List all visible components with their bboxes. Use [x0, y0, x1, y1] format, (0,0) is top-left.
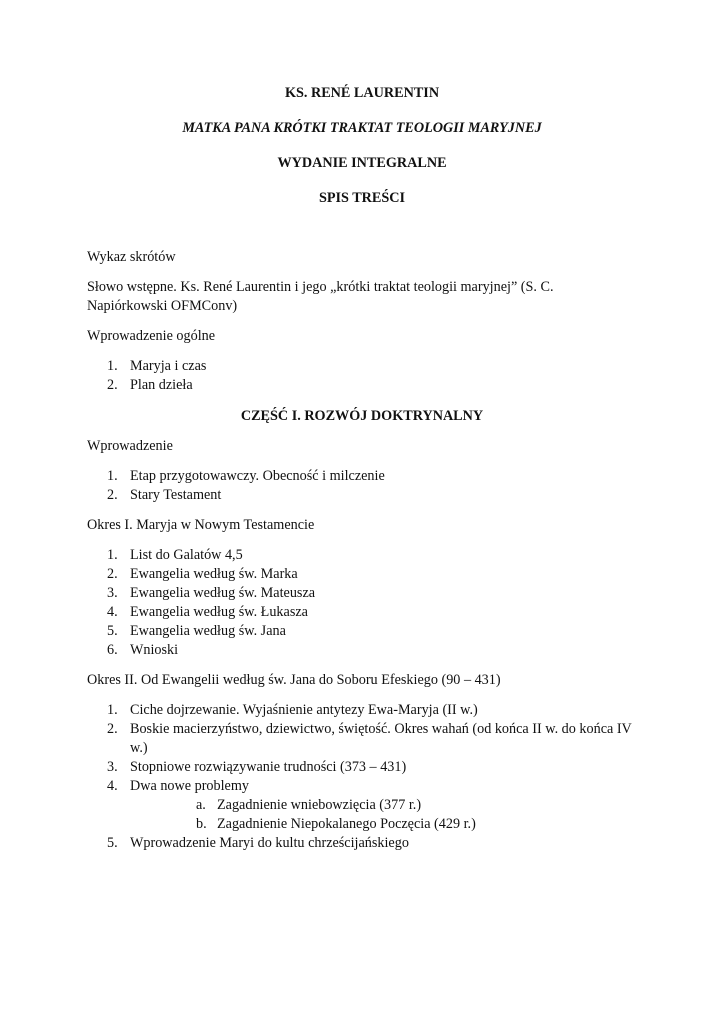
list-item: [87, 376, 637, 395]
list-item: [87, 758, 637, 777]
list-item-number: 3.: [107, 759, 118, 775]
toc-entry-period-one: Okres I. Maryja w Nowym Testamencie: [87, 517, 315, 533]
sub-list-item-text: Zagadnienie Niepokalanego Poczęcia (429 r.): [217, 816, 476, 832]
list-item-number: 5.: [107, 623, 118, 639]
list-item-number: 6.: [107, 642, 118, 658]
list-item-number: 1.: [107, 702, 118, 718]
list-item-text: Plan dzieła: [130, 377, 193, 393]
list-item-text: Ewangelia według św. Marka: [130, 566, 298, 582]
list-item: [87, 584, 637, 603]
document-page: [87, 84, 637, 864]
part-one-intro-list: [87, 467, 637, 505]
list-item: [87, 720, 637, 758]
author-heading: KS. RENÉ LAURENTIN: [284, 85, 440, 101]
list-item-number: 4.: [107, 604, 118, 620]
toc-entry-foreword: Słowo wstępne. Ks. René Laurentin i jego „krótki traktat teologii maryjnej” (S. C. Napiórkowski OFMConv): [87, 279, 554, 314]
sub-list-item-letter: b.: [196, 816, 207, 832]
list-item-number: 1.: [107, 358, 118, 374]
list-item-text: Stary Testament: [130, 487, 222, 503]
part-one-heading: CZĘŚĆ I. ROZWÓJ DOKTRYNALNY: [240, 408, 484, 424]
list-item: [87, 834, 637, 853]
book-title-heading: MATKA PANA KRÓTKI TRAKTAT TEOLOGII MARYJNEJ: [182, 120, 542, 136]
list-item-text: Etap przygotowawczy. Obecność i milczenie: [130, 468, 385, 484]
list-item-number: 2.: [107, 721, 118, 737]
sub-list-item: [130, 815, 637, 834]
sub-list-item-text: Zagadnienie wniebowzięcia (377 r.): [217, 797, 422, 813]
edition-heading: WYDANIE INTEGRALNE: [277, 155, 447, 171]
list-item-number: 1.: [107, 547, 118, 563]
list-item-number: 2.: [107, 566, 118, 582]
toc-entry-period-two: Okres II. Od Ewangelii według św. Jana do Soboru Efeskiego (90 – 431): [87, 672, 501, 688]
list-item-text: Ewangelia według św. Jana: [130, 623, 286, 639]
list-item: [87, 603, 637, 622]
toc-entry-abbreviations: Wykaz skrótów: [87, 249, 176, 265]
list-item-text: Dwa nowe problemy: [130, 778, 249, 794]
list-item: [87, 546, 637, 565]
list-item-number: 2.: [107, 377, 118, 393]
period-two-sub-list: [130, 796, 637, 834]
list-item-text: Maryja i czas: [130, 358, 207, 374]
toc-heading: SPIS TREŚCI: [318, 190, 406, 206]
list-item: [87, 777, 637, 834]
toc-entry-general-intro: Wprowadzenie ogólne: [87, 328, 216, 344]
list-item-text: Wnioski: [130, 642, 179, 658]
list-item-text: Ewangelia według św. Mateusza: [130, 585, 316, 601]
period-one-list: [87, 546, 637, 660]
list-item-text: List do Galatów 4,5: [130, 547, 243, 563]
list-item: [87, 486, 637, 505]
general-intro-list: [87, 357, 637, 395]
list-item: [87, 622, 637, 641]
list-item-text: Wprowadzenie Maryi do kultu chrześcijańskiego: [130, 835, 409, 851]
list-item: [87, 565, 637, 584]
list-item-number: 2.: [107, 487, 118, 503]
period-two-list: [87, 701, 637, 853]
list-item-number: 5.: [107, 835, 118, 851]
list-item-number: 4.: [107, 778, 118, 794]
sub-list-item-letter: a.: [196, 797, 206, 813]
list-item: [87, 641, 637, 660]
list-item: [87, 467, 637, 486]
list-item: [87, 357, 637, 376]
list-item-text: Ewangelia według św. Łukasza: [130, 604, 308, 620]
list-item-text: Ciche dojrzewanie. Wyjaśnienie antytezy Ewa-Maryja (II w.): [130, 702, 478, 718]
sub-list-item: [130, 796, 637, 815]
list-item-number: 1.: [107, 468, 118, 484]
list-item: [87, 701, 637, 720]
toc-entry-part-one-intro: Wprowadzenie: [87, 438, 173, 454]
list-item-text: Stopniowe rozwiązywanie trudności (373 – 431): [130, 759, 407, 775]
list-item-number: 3.: [107, 585, 118, 601]
list-item-text: Boskie macierzyństwo, dziewictwo, świętość. Okres wahań (od końca II w. do końca IV w.): [130, 721, 632, 756]
